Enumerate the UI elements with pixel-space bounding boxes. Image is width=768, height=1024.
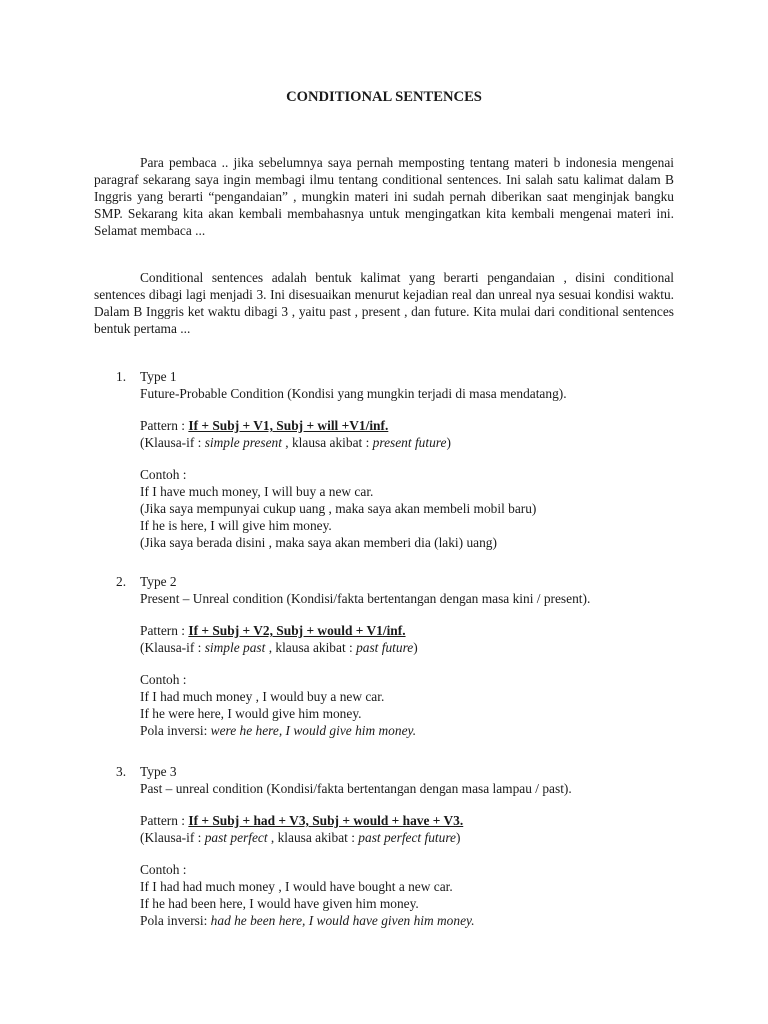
pattern-label: Pattern : xyxy=(140,418,189,433)
example-line: If he had been here, I would have given him money. xyxy=(140,896,419,911)
example-line: If he is here, I will give him money. xyxy=(140,518,332,533)
klausa-akibat: present future xyxy=(372,435,447,450)
page-title: CONDITIONAL SENTENCES xyxy=(286,89,482,105)
pattern-formula: If + Subj + V1, Subj + will +V1/inf. xyxy=(188,418,389,433)
pattern-formula: If + Subj + V2, Subj + would + V1/inf. xyxy=(188,623,406,638)
contoh-label: Contoh : xyxy=(140,467,187,482)
intro-paragraph: Para pembaca .. jika sebelumnya saya pernah memposting tentang materi b indonesia mengenai paragraf sekarang saya ingin membagi ilmu tentang conditional sentences. Ini salah satu kalimat dalam B Inggris yang berarti “pengandaian” , mungkin materi ini sudah pernah diberikan saat menginjak bangku SMP. Sekarang kita akan kembali membahasnya untuk mengingatkan kita kembali mengenai materi ini. Selamat membaca ... xyxy=(94,155,674,238)
inversion-label: Pola inversi: xyxy=(140,913,211,928)
klausa-prefix: (Klausa-if : xyxy=(140,640,205,655)
type-heading: Type 1 xyxy=(140,369,177,384)
klausa-line xyxy=(140,434,680,451)
list-number: 1. xyxy=(116,369,127,384)
klausa-if: past perfect xyxy=(204,830,268,845)
example-line: If I had had much money , I would have bought a new car. xyxy=(140,879,453,894)
list-number: 2. xyxy=(116,574,127,589)
inversion-line xyxy=(140,912,680,929)
example-line: If he were here, I would give him money. xyxy=(140,706,362,721)
type-description: Future-Probable Condition (Kondisi yang mungkin terjadi di masa mendatang). xyxy=(140,386,567,401)
klausa-mid: , klausa akibat : xyxy=(267,830,359,845)
type-description: Present – Unreal condition (Kondisi/fakta bertentangan dengan masa kini / present). xyxy=(140,591,591,606)
pattern-line xyxy=(140,417,680,434)
second-paragraph: Conditional sentences adalah bentuk kalimat yang berarti pengandaian , disini conditional sentences dibagi lagi menjadi 3. Ini disesuaikan menurut kejadian real dan unreal nya sesuai kondisi waktu. Dalam B Inggris ket waktu dibagi 3 , yaitu past , present , dan future. Kita mulai dari conditional sentences bentuk pertama ... xyxy=(94,270,674,336)
inversion-example: had he been here, I would have given him money. xyxy=(210,913,475,928)
klausa-suffix: ) xyxy=(413,640,418,655)
klausa-if: simple present xyxy=(204,435,282,450)
klausa-mid: , klausa akibat : xyxy=(265,640,357,655)
contoh-label: Contoh : xyxy=(140,672,187,687)
klausa-line xyxy=(140,639,680,656)
klausa-prefix: (Klausa-if : xyxy=(140,435,205,450)
klausa-prefix: (Klausa-if : xyxy=(140,830,205,845)
klausa-line xyxy=(140,829,680,846)
pattern-formula: If + Subj + had + V3, Subj + would + have + V3. xyxy=(188,813,464,828)
example-line: (Jika saya mempunyai cukup uang , maka saya akan membeli mobil baru) xyxy=(140,501,537,516)
contoh-label: Contoh : xyxy=(140,862,187,877)
klausa-mid: , klausa akibat : xyxy=(281,435,373,450)
klausa-suffix: ) xyxy=(455,830,461,845)
type-heading: Type 2 xyxy=(140,574,177,589)
example-line: If I have much money, I will buy a new car. xyxy=(140,484,374,499)
type-heading: Type 3 xyxy=(140,764,177,779)
klausa-suffix: ) xyxy=(446,435,451,450)
klausa-if: simple past xyxy=(204,640,266,655)
type-description: Past – unreal condition (Kondisi/fakta bertentangan dengan masa lampau / past). xyxy=(140,781,572,796)
pattern-line xyxy=(140,812,680,829)
example-line: (Jika saya berada disini , maka saya akan memberi dia (laki) uang) xyxy=(140,535,497,550)
klausa-akibat: past future xyxy=(356,640,414,655)
klausa-akibat: past perfect future xyxy=(358,830,456,845)
inversion-example: were he here, I would give him money. xyxy=(210,723,417,738)
example-line: If I had much money , I would buy a new car. xyxy=(140,689,385,704)
pattern-label: Pattern : xyxy=(140,623,189,638)
pattern-line xyxy=(140,622,680,639)
inversion-line xyxy=(140,722,680,739)
inversion-label: Pola inversi: xyxy=(140,723,211,738)
list-number: 3. xyxy=(116,764,127,779)
pattern-label: Pattern : xyxy=(140,813,189,828)
